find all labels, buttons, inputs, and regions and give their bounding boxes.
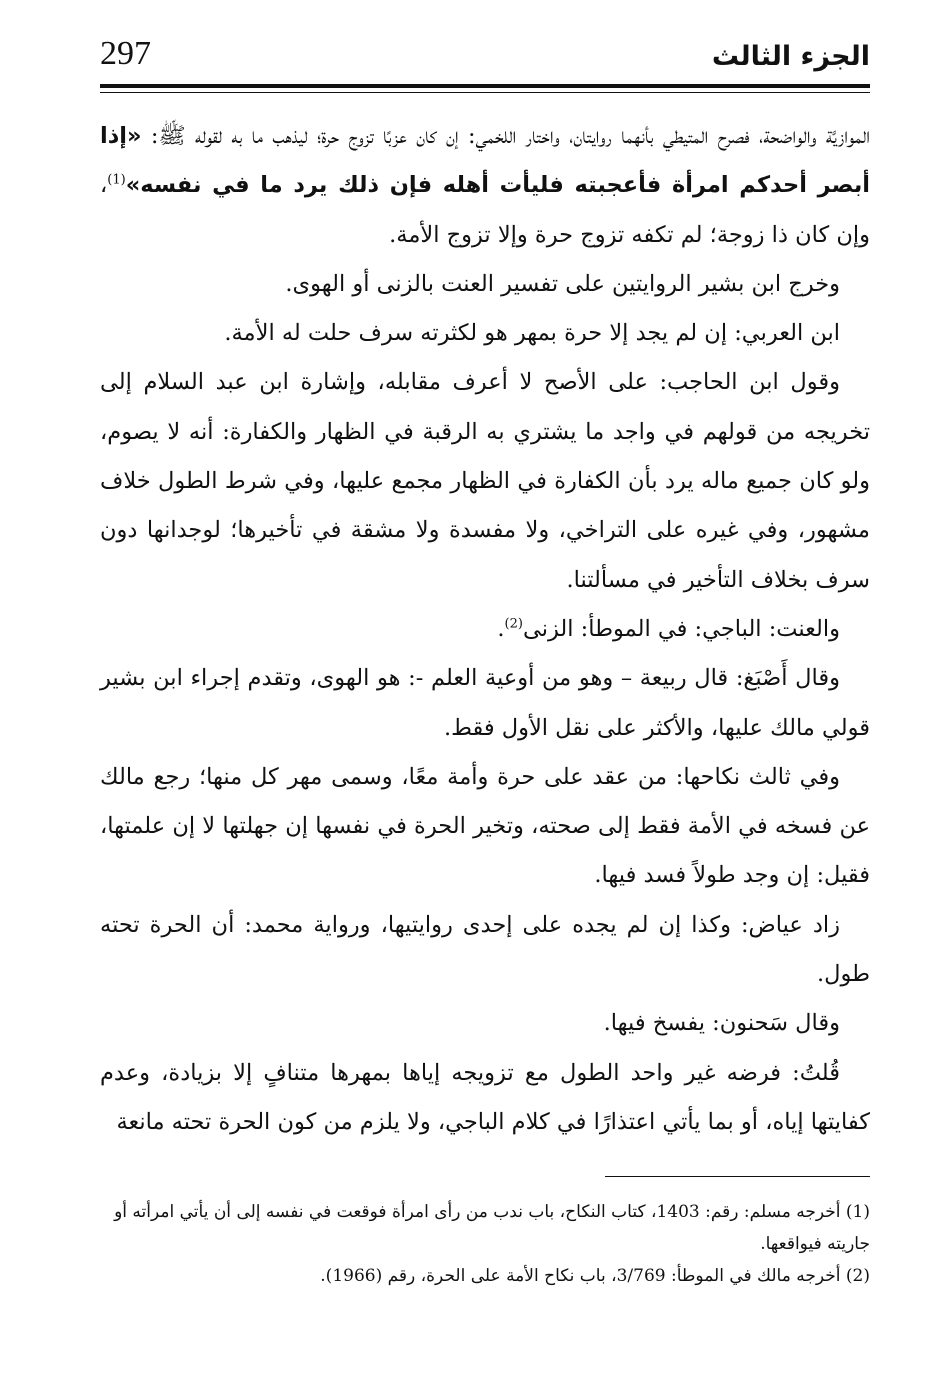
paragraph-5 (100, 605, 870, 654)
paragraph-7: وفي ثالث نكاحها: من عقد على حرة وأمة معًا، وسمى مهر كل منها؛ رجع مالك عن فسخه في الأمة فقط إلى صحته، وتخير الحرة في نفسها إن جهلتها لا إن علمتها، فقيل: إن وجد طولاً فسد فيها. (100, 763, 870, 889)
page-number: 297 (100, 35, 151, 72)
paragraph-1-text-a: الموازيَّة والواضحة، فصرح المتيطي بأنهما روايتان، واختار اللخمي: إن كان عزبًا تزوج حرة؛ ليذهب ما به لقوله ﷺ: (141, 123, 870, 149)
footnote-1: (1) أخرجه مسلم: رقم: 1403، كتاب النكاح، باب ندب من رأى امرأة فوقعت في نفسه إلى أن يأتي امرأته أو جاريته فيواقعها. (114, 1202, 870, 1254)
hadith-quote: «إذا أبصر أحدكم امرأة فأعجبته فليأت أهله فإن ذلك يرد ما في نفسه» (100, 123, 870, 199)
paragraph-5-text-b: . (497, 615, 505, 642)
footnotes (100, 1196, 870, 1292)
page-header (100, 35, 870, 85)
paragraph-1 (100, 112, 870, 260)
main-text (100, 112, 870, 1162)
paragraph-4: وقول ابن الحاجب: على الأصح لا أعرف مقابله، وإشارة ابن عبد السلام إلى تخريجه من قولهم في واجد ما يشتري به الرقبة في الظهار والكفارة: أنه لا يصوم، ولو كان جميع ماله يرد بأن الكفارة في الظهار مجمع عليها، وفي شرط الطول خلاف مشهور، وفي غيره على التراخي، ولا مفسدة ولا مشقة في تأخيرها؛ لوجدانها دون سرف بخلاف التأخير في مسألتنا. (100, 369, 870, 593)
paragraph-10: قُلتُ: فرضه غير واحد الطول مع تزويجه إياها بمهرها متنافٍ إلا بزيادة، وعدم كفايتها إياه، أو بما يأتي اعتذارًا في كلام الباجي، ولا يلزم من كون الحرة تحته مانعة (100, 1059, 870, 1135)
header-rule-thick (100, 84, 870, 88)
paragraph-3: ابن العربي: إن لم يجد إلا حرة بمهر هو لكثرته سرف حلت له الأمة. (224, 320, 840, 347)
footnote-2: (2) أخرجه مالك في الموطأ: 3/769، باب نكاح الأمة على الحرة، رقم (1966). (320, 1266, 870, 1286)
section-title: الجزء الثالث (711, 41, 870, 72)
footnote-ref-1: (1) (107, 172, 126, 188)
paragraph-5-text-a: والعنت: الباجي: في الموطأ: الزنى (522, 615, 840, 642)
paragraph-8: زاد عياض: وكذا إن لم يجده على إحدى روايتيها، ورواية محمد: أن الحرة تحته طول. (100, 911, 870, 988)
footnote-ref-2: (2) (504, 616, 523, 632)
paragraph-9: وقال سَحنون: يفسخ فيها. (603, 1010, 840, 1037)
paragraph-2: وخرج ابن بشير الروايتين على تفسير العنت بالزنى أو الهوى. (285, 270, 840, 297)
paragraph-1-text-b: ، وإن كان ذا زوجة؛ لم تكفه تزوج حرة وإلا تزوج الأمة. (100, 172, 870, 248)
footnote-divider (605, 1176, 870, 1177)
header-rule-thin (100, 92, 870, 93)
paragraph-6: وقال أَصْبَغ: قال ربيعة – وهو من أوعية العلم -: هو الهوى، وتقدم إجراء ابن بشير قولي مالك عليها، والأكثر على نقل الأول فقط. (100, 665, 870, 741)
